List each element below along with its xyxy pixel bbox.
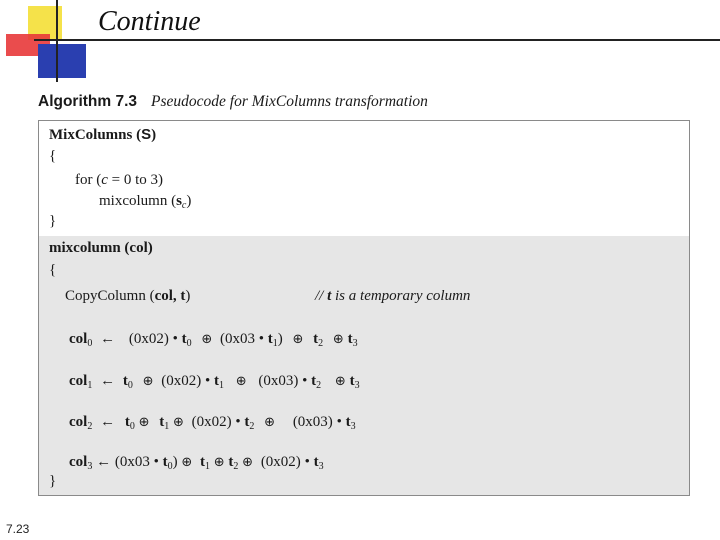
eq3-oplus-c: ⊕ — [242, 455, 254, 470]
eq3-coef-b: (0x02) — [260, 454, 301, 470]
pseudocode-box — [38, 120, 690, 496]
call-arg: s — [176, 193, 182, 209]
eq1-coef-b: (0x03) — [258, 373, 299, 389]
eq0-t-a: t — [181, 331, 187, 347]
eq0-t-b: t — [267, 331, 273, 347]
eq0-oplus-a: ⊕ — [201, 332, 213, 347]
eq1-t-b-sub: 1 — [219, 380, 224, 391]
mixcolumn-header: mixcolumn (col) — [49, 240, 153, 256]
eq0-coef-a: (0x02) — [128, 331, 169, 347]
eq3-t-a-sub: 0 — [167, 461, 173, 472]
eq0-t-c-sub: 2 — [318, 338, 324, 349]
mixcolumns-header-close: ) — [151, 127, 157, 143]
eq3-col: col — [69, 454, 88, 470]
copy-call-prefix: CopyColumn ( — [65, 288, 155, 304]
decor-horizontal-line — [34, 39, 720, 41]
copycolumn-comment — [315, 288, 470, 305]
eq1-col-sub: 1 — [87, 380, 93, 391]
eq1-t-b: t — [214, 373, 219, 389]
open-brace-1: { — [49, 148, 57, 164]
eq2-t-d: t — [345, 414, 351, 430]
eq0-t-b-sub: 1 — [272, 338, 278, 349]
eq3-col-sub: 3 — [87, 461, 93, 472]
eq0-coef-b-close: ) — [277, 331, 283, 347]
eq1-dot-a: • — [204, 373, 211, 389]
eq3-oplus-a: ⊕ — [181, 455, 193, 470]
eq0-t-d-sub: 3 — [352, 338, 358, 349]
eq1-oplus-a: ⊕ — [142, 374, 154, 389]
eq3-dot-b: • — [304, 454, 310, 470]
call-close: ) — [186, 193, 192, 209]
mixcolumn-call-line — [99, 193, 191, 211]
eq1-coef-a: (0x02) — [161, 373, 202, 389]
eq0-coef-b: (0x03 — [220, 331, 255, 347]
close-brace-1: } — [49, 213, 57, 229]
mixcolumns-header — [49, 126, 156, 144]
eq2-oplus-a: ⊕ — [138, 415, 150, 430]
eq3-coef-a-close: ) — [172, 454, 178, 470]
algorithm-caption-text: Pseudocode for MixColumns transformation — [151, 93, 428, 110]
copycolumn-line — [65, 288, 190, 305]
eq1-t-d: t — [349, 373, 355, 389]
decor-blue-square — [38, 44, 86, 78]
corner-decoration — [0, 0, 100, 90]
eq3-dot-a: • — [153, 454, 159, 470]
close-brace-2: } — [49, 473, 57, 489]
eq3-t-c: t — [228, 454, 234, 470]
eq3-arrow: ← — [96, 454, 112, 470]
eq2-col-sub: 2 — [87, 421, 93, 432]
eq1-t-d-sub: 3 — [354, 380, 360, 391]
for-loop-line — [75, 172, 163, 189]
eq1-dot-b: • — [302, 373, 308, 389]
algorithm-number: Algorithm 7.3 — [38, 93, 138, 110]
eq2-t-b: t — [159, 414, 165, 430]
eq3-t-d-sub: 3 — [318, 461, 324, 472]
mixcolumns-header-param: S — [141, 126, 152, 143]
eq2-arrow: ← — [100, 414, 116, 430]
call-name: mixcolumn ( — [99, 193, 177, 209]
eq1-t-a-sub: 0 — [127, 380, 133, 391]
comment-prefix: // — [315, 288, 328, 304]
eq1-col: col — [69, 373, 88, 389]
mixcolumns-header-name: MixColumns ( — [49, 127, 142, 143]
eq0-col: col — [69, 331, 88, 347]
eq2-dot-b: • — [336, 414, 342, 430]
eq0-dot-a: • — [172, 331, 178, 347]
eq2-col: col — [69, 414, 88, 430]
eq0-t-a-sub: 0 — [186, 338, 192, 349]
eq3-oplus-b: ⊕ — [213, 455, 225, 470]
equation-col3 — [69, 454, 324, 472]
eq3-t-d: t — [313, 454, 319, 470]
eq0-col-sub: 0 — [87, 338, 93, 349]
eq2-oplus-c: ⊕ — [264, 415, 276, 430]
for-var: c — [101, 172, 108, 188]
eq1-oplus-b: ⊕ — [235, 374, 247, 389]
page-number: 7.23 — [6, 522, 30, 536]
eq2-oplus-b: ⊕ — [172, 415, 184, 430]
for-prefix: for ( — [75, 172, 102, 188]
equation-col2 — [69, 414, 356, 432]
eq1-t-c: t — [311, 373, 317, 389]
eq2-dot-a: • — [235, 414, 241, 430]
eq2-coef-a: (0x02) — [191, 414, 232, 430]
eq3-coef-a: (0x03 — [114, 454, 150, 470]
call-sub: c — [181, 200, 187, 211]
eq1-arrow: ← — [100, 373, 116, 389]
eq2-t-c-sub: 2 — [249, 421, 255, 432]
eq1-t-c-sub: 2 — [316, 380, 322, 391]
slide-title: Continue — [98, 6, 201, 37]
decor-vertical-line — [56, 0, 58, 82]
equation-col0 — [69, 331, 358, 349]
equation-col1 — [69, 373, 360, 391]
eq3-t-b: t — [200, 454, 205, 470]
eq2-t-b-sub: 1 — [164, 421, 170, 432]
algorithm-caption — [38, 93, 428, 111]
eq0-oplus-c: ⊕ — [332, 332, 344, 347]
eq2-t-a: t — [124, 414, 130, 430]
eq3-t-b-sub: 1 — [205, 461, 210, 472]
for-suffix: = 0 to 3) — [107, 172, 164, 188]
copy-call-args: col, t — [154, 288, 186, 304]
copy-call-close: ) — [185, 288, 191, 304]
eq1-oplus-c: ⊕ — [334, 374, 346, 389]
eq2-t-d-sub: 3 — [350, 421, 356, 432]
eq0-oplus-b: ⊕ — [292, 332, 304, 347]
eq0-t-c: t — [313, 331, 319, 347]
eq3-t-c-sub: 2 — [233, 461, 239, 472]
eq0-t-d: t — [347, 331, 353, 347]
eq2-coef-b: (0x03) — [292, 414, 333, 430]
open-brace-2: { — [49, 262, 57, 278]
eq0-dot-b: • — [258, 331, 265, 347]
eq0-arrow: ← — [100, 331, 116, 347]
eq2-t-a-sub: 0 — [129, 421, 135, 432]
eq1-t-a: t — [122, 373, 128, 389]
comment-rest: is a temporary column — [331, 288, 471, 304]
comment-t: t — [327, 288, 332, 304]
eq2-t-c: t — [244, 414, 250, 430]
eq3-t-a: t — [162, 454, 168, 470]
